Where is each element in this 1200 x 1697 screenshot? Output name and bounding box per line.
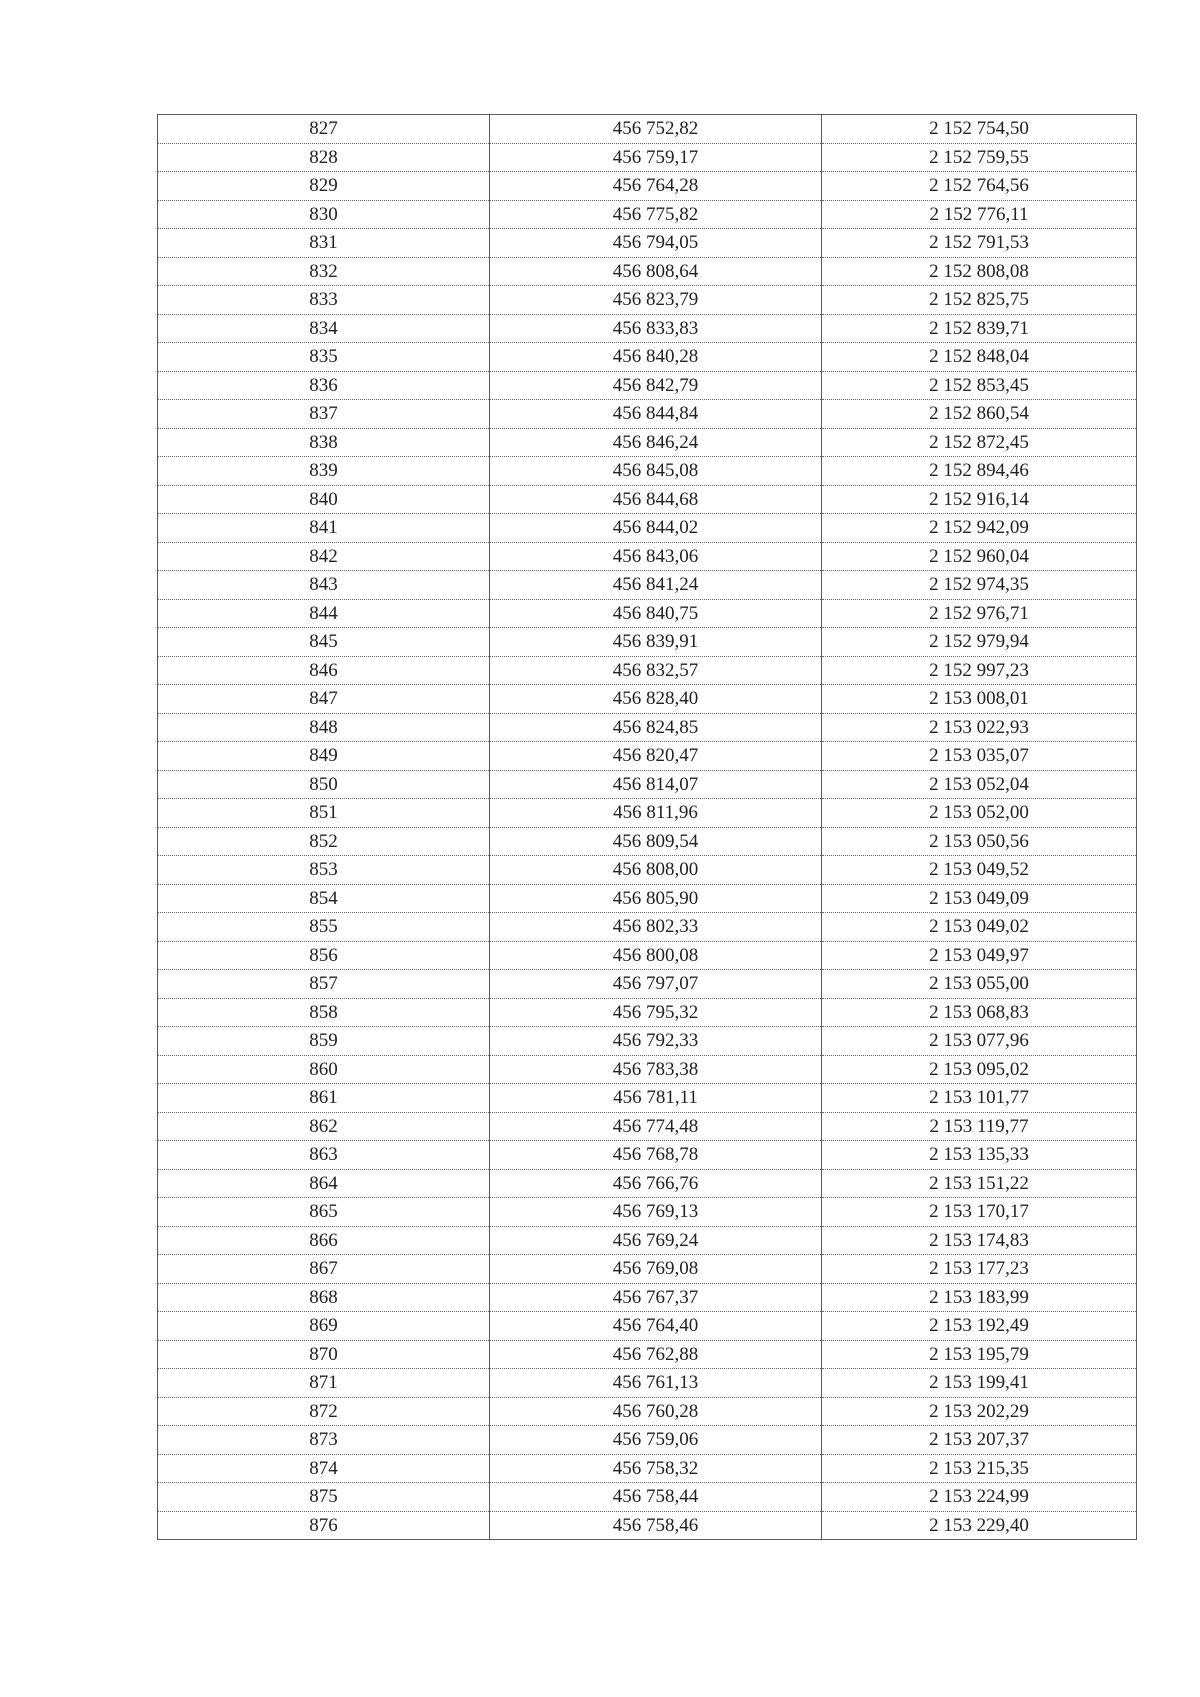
- y-coordinate-cell: 2 153 055,00: [822, 970, 1137, 999]
- table-row: [158, 1198, 1137, 1227]
- x-coordinate-cell: 456 820,47: [490, 742, 822, 771]
- table-row: [158, 970, 1137, 999]
- x-coordinate-cell: 456 809,54: [490, 827, 822, 856]
- point-number-cell: 869: [158, 1312, 490, 1341]
- x-coordinate-cell: 456 760,28: [490, 1397, 822, 1426]
- point-number-cell: 830: [158, 200, 490, 229]
- table-row: [158, 1340, 1137, 1369]
- x-coordinate-cell: 456 766,76: [490, 1169, 822, 1198]
- point-number-cell: 842: [158, 542, 490, 571]
- x-coordinate-cell: 456 758,46: [490, 1511, 822, 1540]
- x-coordinate-cell: 456 846,24: [490, 428, 822, 457]
- table-row: [158, 1055, 1137, 1084]
- point-number-cell: 856: [158, 941, 490, 970]
- y-coordinate-cell: 2 153 192,49: [822, 1312, 1137, 1341]
- point-number-cell: 847: [158, 685, 490, 714]
- table-row: [158, 1454, 1137, 1483]
- point-number-cell: 840: [158, 485, 490, 514]
- table-row: [158, 143, 1137, 172]
- x-coordinate-cell: 456 781,11: [490, 1084, 822, 1113]
- point-number-cell: 827: [158, 115, 490, 144]
- x-coordinate-cell: 456 769,13: [490, 1198, 822, 1227]
- table-row: [158, 257, 1137, 286]
- table-row: [158, 998, 1137, 1027]
- y-coordinate-cell: 2 153 049,97: [822, 941, 1137, 970]
- point-number-cell: 875: [158, 1483, 490, 1512]
- table-row: [158, 1369, 1137, 1398]
- y-coordinate-cell: 2 152 974,35: [822, 571, 1137, 600]
- y-coordinate-cell: 2 153 050,56: [822, 827, 1137, 856]
- point-number-cell: 835: [158, 343, 490, 372]
- point-number-cell: 870: [158, 1340, 490, 1369]
- x-coordinate-cell: 456 775,82: [490, 200, 822, 229]
- table-row: [158, 542, 1137, 571]
- y-coordinate-cell: 2 153 095,02: [822, 1055, 1137, 1084]
- x-coordinate-cell: 456 805,90: [490, 884, 822, 913]
- table-row: [158, 286, 1137, 315]
- table-row: [158, 656, 1137, 685]
- x-coordinate-cell: 456 768,78: [490, 1141, 822, 1170]
- point-number-cell: 862: [158, 1112, 490, 1141]
- x-coordinate-cell: 456 759,17: [490, 143, 822, 172]
- table-row: [158, 200, 1137, 229]
- x-coordinate-cell: 456 764,28: [490, 172, 822, 201]
- y-coordinate-cell: 2 153 202,29: [822, 1397, 1137, 1426]
- table-row: [158, 799, 1137, 828]
- x-coordinate-cell: 456 840,28: [490, 343, 822, 372]
- point-number-cell: 865: [158, 1198, 490, 1227]
- point-number-cell: 828: [158, 143, 490, 172]
- x-coordinate-cell: 456 832,57: [490, 656, 822, 685]
- table-row: [158, 571, 1137, 600]
- table-row: [158, 1141, 1137, 1170]
- y-coordinate-cell: 2 153 077,96: [822, 1027, 1137, 1056]
- y-coordinate-cell: 2 152 853,45: [822, 371, 1137, 400]
- table-row: [158, 1027, 1137, 1056]
- point-number-cell: 833: [158, 286, 490, 315]
- x-coordinate-cell: 456 845,08: [490, 457, 822, 486]
- table-row: [158, 884, 1137, 913]
- point-number-cell: 863: [158, 1141, 490, 1170]
- table-row: [158, 1255, 1137, 1284]
- point-number-cell: 850: [158, 770, 490, 799]
- x-coordinate-cell: 456 843,06: [490, 542, 822, 571]
- table-row: [158, 1483, 1137, 1512]
- point-number-cell: 853: [158, 856, 490, 885]
- x-coordinate-cell: 456 811,96: [490, 799, 822, 828]
- point-number-cell: 852: [158, 827, 490, 856]
- coordinates-table: [157, 114, 1137, 1540]
- y-coordinate-cell: 2 153 199,41: [822, 1369, 1137, 1398]
- point-number-cell: 860: [158, 1055, 490, 1084]
- y-coordinate-cell: 2 152 942,09: [822, 514, 1137, 543]
- y-coordinate-cell: 2 153 035,07: [822, 742, 1137, 771]
- y-coordinate-cell: 2 153 022,93: [822, 713, 1137, 742]
- y-coordinate-cell: 2 153 052,04: [822, 770, 1137, 799]
- point-number-cell: 857: [158, 970, 490, 999]
- point-number-cell: 834: [158, 314, 490, 343]
- y-coordinate-cell: 2 153 215,35: [822, 1454, 1137, 1483]
- point-number-cell: 849: [158, 742, 490, 771]
- x-coordinate-cell: 456 769,24: [490, 1226, 822, 1255]
- point-number-cell: 848: [158, 713, 490, 742]
- point-number-cell: 837: [158, 400, 490, 429]
- table-row: [158, 1312, 1137, 1341]
- point-number-cell: 873: [158, 1426, 490, 1455]
- table-row: [158, 457, 1137, 486]
- y-coordinate-cell: 2 152 776,11: [822, 200, 1137, 229]
- point-number-cell: 864: [158, 1169, 490, 1198]
- x-coordinate-cell: 456 792,33: [490, 1027, 822, 1056]
- x-coordinate-cell: 456 814,07: [490, 770, 822, 799]
- table-row: [158, 1283, 1137, 1312]
- point-number-cell: 874: [158, 1454, 490, 1483]
- table-row: [158, 1112, 1137, 1141]
- x-coordinate-cell: 456 764,40: [490, 1312, 822, 1341]
- y-coordinate-cell: 2 152 848,04: [822, 343, 1137, 372]
- point-number-cell: 867: [158, 1255, 490, 1284]
- x-coordinate-cell: 456 844,02: [490, 514, 822, 543]
- y-coordinate-cell: 2 152 825,75: [822, 286, 1137, 315]
- y-coordinate-cell: 2 153 119,77: [822, 1112, 1137, 1141]
- x-coordinate-cell: 456 839,91: [490, 628, 822, 657]
- table-row: [158, 1084, 1137, 1113]
- x-coordinate-cell: 456 833,83: [490, 314, 822, 343]
- y-coordinate-cell: 2 152 759,55: [822, 143, 1137, 172]
- x-coordinate-cell: 456 759,06: [490, 1426, 822, 1455]
- y-coordinate-cell: 2 153 052,00: [822, 799, 1137, 828]
- table-row: [158, 913, 1137, 942]
- y-coordinate-cell: 2 153 207,37: [822, 1426, 1137, 1455]
- table-row: [158, 400, 1137, 429]
- y-coordinate-cell: 2 153 195,79: [822, 1340, 1137, 1369]
- y-coordinate-cell: 2 153 101,77: [822, 1084, 1137, 1113]
- x-coordinate-cell: 456 774,48: [490, 1112, 822, 1141]
- y-coordinate-cell: 2 152 839,71: [822, 314, 1137, 343]
- y-coordinate-cell: 2 152 754,50: [822, 115, 1137, 144]
- x-coordinate-cell: 456 752,82: [490, 115, 822, 144]
- table-row: [158, 428, 1137, 457]
- point-number-cell: 859: [158, 1027, 490, 1056]
- x-coordinate-cell: 456 797,07: [490, 970, 822, 999]
- x-coordinate-cell: 456 802,33: [490, 913, 822, 942]
- y-coordinate-cell: 2 152 791,53: [822, 229, 1137, 258]
- point-number-cell: 872: [158, 1397, 490, 1426]
- y-coordinate-cell: 2 153 151,22: [822, 1169, 1137, 1198]
- y-coordinate-cell: 2 152 960,04: [822, 542, 1137, 571]
- point-number-cell: 836: [158, 371, 490, 400]
- y-coordinate-cell: 2 152 916,14: [822, 485, 1137, 514]
- table-row: [158, 115, 1137, 144]
- x-coordinate-cell: 456 761,13: [490, 1369, 822, 1398]
- y-coordinate-cell: 2 153 170,17: [822, 1198, 1137, 1227]
- table-row: [158, 599, 1137, 628]
- y-coordinate-cell: 2 152 976,71: [822, 599, 1137, 628]
- y-coordinate-cell: 2 153 224,99: [822, 1483, 1137, 1512]
- point-number-cell: 866: [158, 1226, 490, 1255]
- point-number-cell: 876: [158, 1511, 490, 1540]
- point-number-cell: 851: [158, 799, 490, 828]
- y-coordinate-cell: 2 153 229,40: [822, 1511, 1137, 1540]
- point-number-cell: 858: [158, 998, 490, 1027]
- point-number-cell: 871: [158, 1369, 490, 1398]
- y-coordinate-cell: 2 153 008,01: [822, 685, 1137, 714]
- x-coordinate-cell: 456 828,40: [490, 685, 822, 714]
- x-coordinate-cell: 456 841,24: [490, 571, 822, 600]
- point-number-cell: 846: [158, 656, 490, 685]
- y-coordinate-cell: 2 153 177,23: [822, 1255, 1137, 1284]
- point-number-cell: 843: [158, 571, 490, 600]
- table-row: [158, 229, 1137, 258]
- x-coordinate-cell: 456 840,75: [490, 599, 822, 628]
- table-row: [158, 1169, 1137, 1198]
- x-coordinate-cell: 456 823,79: [490, 286, 822, 315]
- y-coordinate-cell: 2 152 997,23: [822, 656, 1137, 685]
- y-coordinate-cell: 2 153 049,52: [822, 856, 1137, 885]
- point-number-cell: 861: [158, 1084, 490, 1113]
- y-coordinate-cell: 2 153 049,02: [822, 913, 1137, 942]
- point-number-cell: 831: [158, 229, 490, 258]
- coordinates-table-body: [158, 115, 1137, 1540]
- table-row: [158, 713, 1137, 742]
- table-row: [158, 742, 1137, 771]
- point-number-cell: 854: [158, 884, 490, 913]
- x-coordinate-cell: 456 842,79: [490, 371, 822, 400]
- table-row: [158, 1226, 1137, 1255]
- x-coordinate-cell: 456 758,32: [490, 1454, 822, 1483]
- point-number-cell: 841: [158, 514, 490, 543]
- point-number-cell: 829: [158, 172, 490, 201]
- point-number-cell: 844: [158, 599, 490, 628]
- table-row: [158, 514, 1137, 543]
- table-row: [158, 343, 1137, 372]
- x-coordinate-cell: 456 762,88: [490, 1340, 822, 1369]
- y-coordinate-cell: 2 152 872,45: [822, 428, 1137, 457]
- table-row: [158, 628, 1137, 657]
- x-coordinate-cell: 456 769,08: [490, 1255, 822, 1284]
- point-number-cell: 832: [158, 257, 490, 286]
- x-coordinate-cell: 456 800,08: [490, 941, 822, 970]
- table-row: [158, 1426, 1137, 1455]
- y-coordinate-cell: 2 153 183,99: [822, 1283, 1137, 1312]
- y-coordinate-cell: 2 152 860,54: [822, 400, 1137, 429]
- y-coordinate-cell: 2 153 049,09: [822, 884, 1137, 913]
- y-coordinate-cell: 2 152 979,94: [822, 628, 1137, 657]
- x-coordinate-cell: 456 758,44: [490, 1483, 822, 1512]
- y-coordinate-cell: 2 153 135,33: [822, 1141, 1137, 1170]
- y-coordinate-cell: 2 152 808,08: [822, 257, 1137, 286]
- point-number-cell: 838: [158, 428, 490, 457]
- table-row: [158, 172, 1137, 201]
- y-coordinate-cell: 2 153 068,83: [822, 998, 1137, 1027]
- y-coordinate-cell: 2 153 174,83: [822, 1226, 1137, 1255]
- table-row: [158, 770, 1137, 799]
- table-row: [158, 941, 1137, 970]
- x-coordinate-cell: 456 794,05: [490, 229, 822, 258]
- point-number-cell: 839: [158, 457, 490, 486]
- x-coordinate-cell: 456 783,38: [490, 1055, 822, 1084]
- table-row: [158, 856, 1137, 885]
- x-coordinate-cell: 456 808,64: [490, 257, 822, 286]
- point-number-cell: 855: [158, 913, 490, 942]
- y-coordinate-cell: 2 152 764,56: [822, 172, 1137, 201]
- table-row: [158, 485, 1137, 514]
- y-coordinate-cell: 2 152 894,46: [822, 457, 1137, 486]
- table-row: [158, 827, 1137, 856]
- point-number-cell: 845: [158, 628, 490, 657]
- point-number-cell: 868: [158, 1283, 490, 1312]
- table-row: [158, 685, 1137, 714]
- x-coordinate-cell: 456 808,00: [490, 856, 822, 885]
- x-coordinate-cell: 456 844,68: [490, 485, 822, 514]
- x-coordinate-cell: 456 844,84: [490, 400, 822, 429]
- x-coordinate-cell: 456 767,37: [490, 1283, 822, 1312]
- table-row: [158, 1511, 1137, 1540]
- table-row: [158, 371, 1137, 400]
- x-coordinate-cell: 456 795,32: [490, 998, 822, 1027]
- x-coordinate-cell: 456 824,85: [490, 713, 822, 742]
- table-row: [158, 314, 1137, 343]
- table-row: [158, 1397, 1137, 1426]
